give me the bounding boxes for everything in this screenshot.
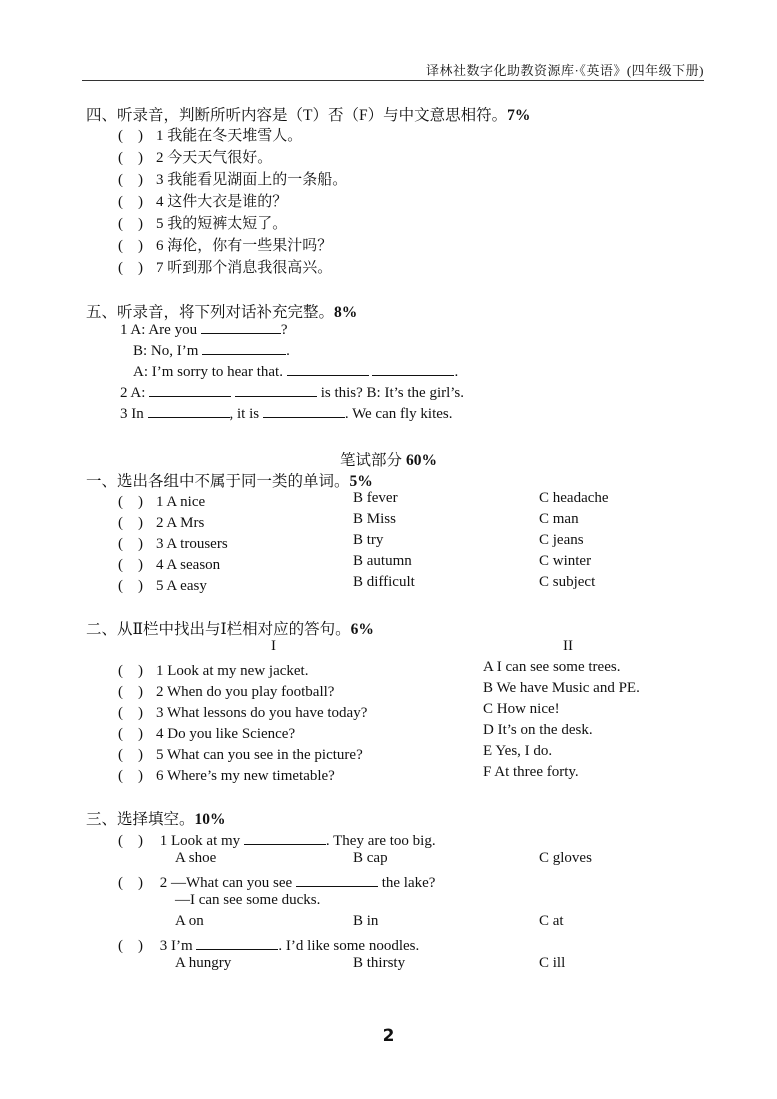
answer-parentheses[interactable]: ( ) (118, 663, 143, 679)
answer-blank[interactable] (263, 405, 345, 418)
written-part-heading: 笔试部分 60% (340, 452, 437, 469)
match-question: 3 What lessons do you have today? (156, 705, 368, 721)
answer-parentheses[interactable]: ( ) (118, 726, 143, 742)
judge-item (118, 124, 302, 145)
judge-item (118, 212, 287, 233)
match-answer: D It’s on the desk. (483, 722, 593, 738)
answer-parentheses[interactable]: ( ) (118, 578, 143, 594)
answer-parentheses[interactable]: ( ) (118, 194, 143, 210)
option-c: C man (539, 511, 579, 527)
word-group-row (118, 511, 204, 532)
page-number: 2 (382, 1026, 395, 1046)
option-b: B try (353, 532, 384, 548)
answer-parentheses[interactable]: ( ) (118, 172, 143, 188)
answer-blank[interactable] (148, 405, 230, 418)
section5-title-text: 五、听录音，将下列对话补充完整。 (86, 304, 335, 321)
match-question: 5 What can you see in the picture? (156, 747, 363, 763)
part1-percent: 5% (349, 473, 373, 490)
answer-blank[interactable] (201, 321, 281, 334)
q2-option-c: C at (539, 913, 564, 929)
option-a: 1 A nice (156, 494, 206, 510)
q2-response: —I can see some ducks. (175, 892, 321, 908)
match-answer: E Yes, I do. (483, 743, 553, 759)
answer-parentheses[interactable]: ( ) (118, 128, 143, 144)
word-group-row (118, 574, 207, 595)
match-answer: F At three forty. (483, 764, 579, 780)
answer-parentheses[interactable]: ( ) (118, 494, 143, 510)
q3-option-b: B thirsty (353, 955, 406, 971)
section4-title-text: 四、听录音，判断所听内容是（T）否（F）与中文意思相符。 (86, 107, 508, 124)
part3-question-1: ( ) 1 Look at my . They are too big. (118, 829, 436, 850)
answer-parentheses[interactable]: ( ) (118, 747, 143, 763)
part2-title (86, 617, 374, 639)
answer-parentheses[interactable]: ( ) (118, 536, 143, 552)
dialog-line-2: 2 A: is this? B: It’s the girl’s. (120, 385, 465, 401)
judge-item (118, 190, 287, 211)
judge-item (118, 256, 332, 277)
answer-parentheses[interactable]: ( ) (118, 705, 143, 721)
answer-parentheses[interactable]: ( ) (118, 557, 143, 573)
match-question: 1 Look at my new jacket. (156, 663, 309, 679)
match-question: 4 Do you like Science? (156, 726, 296, 742)
dialog-line-1c: A: I’m sorry to hear that. . (133, 364, 459, 380)
option-a: 4 A season (156, 557, 221, 573)
part2-title-text: 二、从Ⅱ栏中找出与Ⅰ栏相对应的答句。 (86, 621, 351, 638)
word-group-row (118, 532, 228, 553)
answer-blank[interactable] (244, 832, 326, 845)
q2-option-b: B in (353, 913, 379, 929)
column-2-header: II (563, 638, 573, 654)
match-row (118, 764, 335, 785)
match-row (118, 680, 334, 701)
option-b: B fever (353, 490, 398, 506)
match-row (118, 659, 308, 680)
section5-percent: 8% (334, 304, 358, 321)
judge-item (118, 146, 272, 167)
dialog-line-1a: 1 A: Are you ? (120, 322, 288, 338)
part3-title (86, 807, 226, 829)
match-question: 2 When do you play football? (156, 684, 335, 700)
answer-parentheses[interactable]: ( ) (118, 238, 143, 254)
option-c: C winter (539, 553, 592, 569)
dialog-line-3: 3 In , it is . We can fly kites. (120, 406, 453, 422)
match-question: 6 Where’s my new timetable? (156, 768, 335, 784)
answer-parentheses[interactable]: ( ) (118, 515, 143, 531)
answer-blank[interactable] (202, 342, 286, 355)
answer-parentheses[interactable]: ( ) (118, 768, 143, 784)
answer-parentheses[interactable]: ( ) (118, 150, 143, 166)
option-a: 3 A trousers (156, 536, 228, 552)
answer-parentheses[interactable]: ( ) (118, 833, 143, 849)
dialog-line-1b: B: No, I’m . (133, 343, 290, 359)
option-b: B Miss (353, 511, 396, 527)
match-row (118, 722, 295, 743)
part3-question-3: ( ) 3 I’m . I’d like some noodles. (118, 934, 419, 955)
q3-option-c: C ill (539, 955, 566, 971)
match-row (118, 743, 363, 764)
answer-parentheses[interactable]: ( ) (118, 260, 143, 276)
answer-blank[interactable] (196, 937, 278, 950)
answer-blank[interactable] (296, 874, 378, 887)
judge-item-text: 4 这件大衣是谁的？ (156, 194, 288, 210)
judge-item-text: 7 听到那个消息我很高兴。 (156, 260, 333, 276)
match-answer: B We have Music and PE. (483, 680, 640, 696)
answer-blank[interactable] (235, 384, 317, 397)
part3-question-2: ( ) 2 —What can you see the lake? (118, 871, 435, 892)
option-b: B autumn (353, 553, 412, 569)
option-b: B difficult (353, 574, 415, 590)
q1-option-a: A shoe (175, 850, 217, 866)
answer-blank[interactable] (372, 363, 454, 376)
part1-title (86, 469, 373, 491)
judge-item (118, 168, 347, 189)
option-a: 2 A Mrs (156, 515, 205, 531)
answer-blank[interactable] (149, 384, 231, 397)
section5-title (86, 300, 357, 322)
match-row (118, 701, 367, 722)
option-c: C jeans (539, 532, 584, 548)
judge-item-text: 5 我的短裤太短了。 (156, 216, 288, 232)
judge-item-text: 3 我能看见湖面上的一条船。 (156, 172, 348, 188)
judge-item-text: 1 我能在冬天堆雪人。 (156, 128, 303, 144)
word-group-row (118, 490, 205, 511)
answer-blank[interactable] (287, 363, 369, 376)
section4-title (86, 103, 530, 125)
part2-percent: 6% (350, 621, 374, 638)
answer-parentheses[interactable]: ( ) (118, 938, 143, 954)
option-c: C headache (539, 490, 609, 506)
q3-option-a: A hungry (175, 955, 232, 971)
match-answer: C How nice! (483, 701, 560, 717)
answer-parentheses[interactable]: ( ) (118, 684, 143, 700)
judge-item-text: 6 海伦，你有一些果汁吗？ (156, 238, 333, 254)
part3-title-text: 三、选择填空。 (86, 811, 195, 828)
header-divider (82, 80, 704, 81)
part1-title-text: 一、选出各组中不属于同一类的单词。 (86, 473, 350, 490)
judge-item (118, 234, 332, 255)
word-group-row (118, 553, 220, 574)
column-1-header: I (271, 638, 276, 654)
q2-option-a: A on (175, 913, 204, 929)
page-header: 译林社数字化助教资源库·《英语》(四年级下册) (426, 63, 704, 78)
judge-item-text: 2 今天天气很好。 (156, 150, 273, 166)
option-a: 5 A easy (156, 578, 207, 594)
section4-percent: 7% (507, 107, 531, 124)
answer-parentheses[interactable]: ( ) (118, 875, 143, 891)
option-c: C subject (539, 574, 596, 590)
q1-option-b: B cap (353, 850, 388, 866)
answer-parentheses[interactable]: ( ) (118, 216, 143, 232)
part3-percent: 10% (194, 811, 226, 828)
q1-option-c: C gloves (539, 850, 592, 866)
match-answer: A I can see some trees. (483, 659, 621, 675)
